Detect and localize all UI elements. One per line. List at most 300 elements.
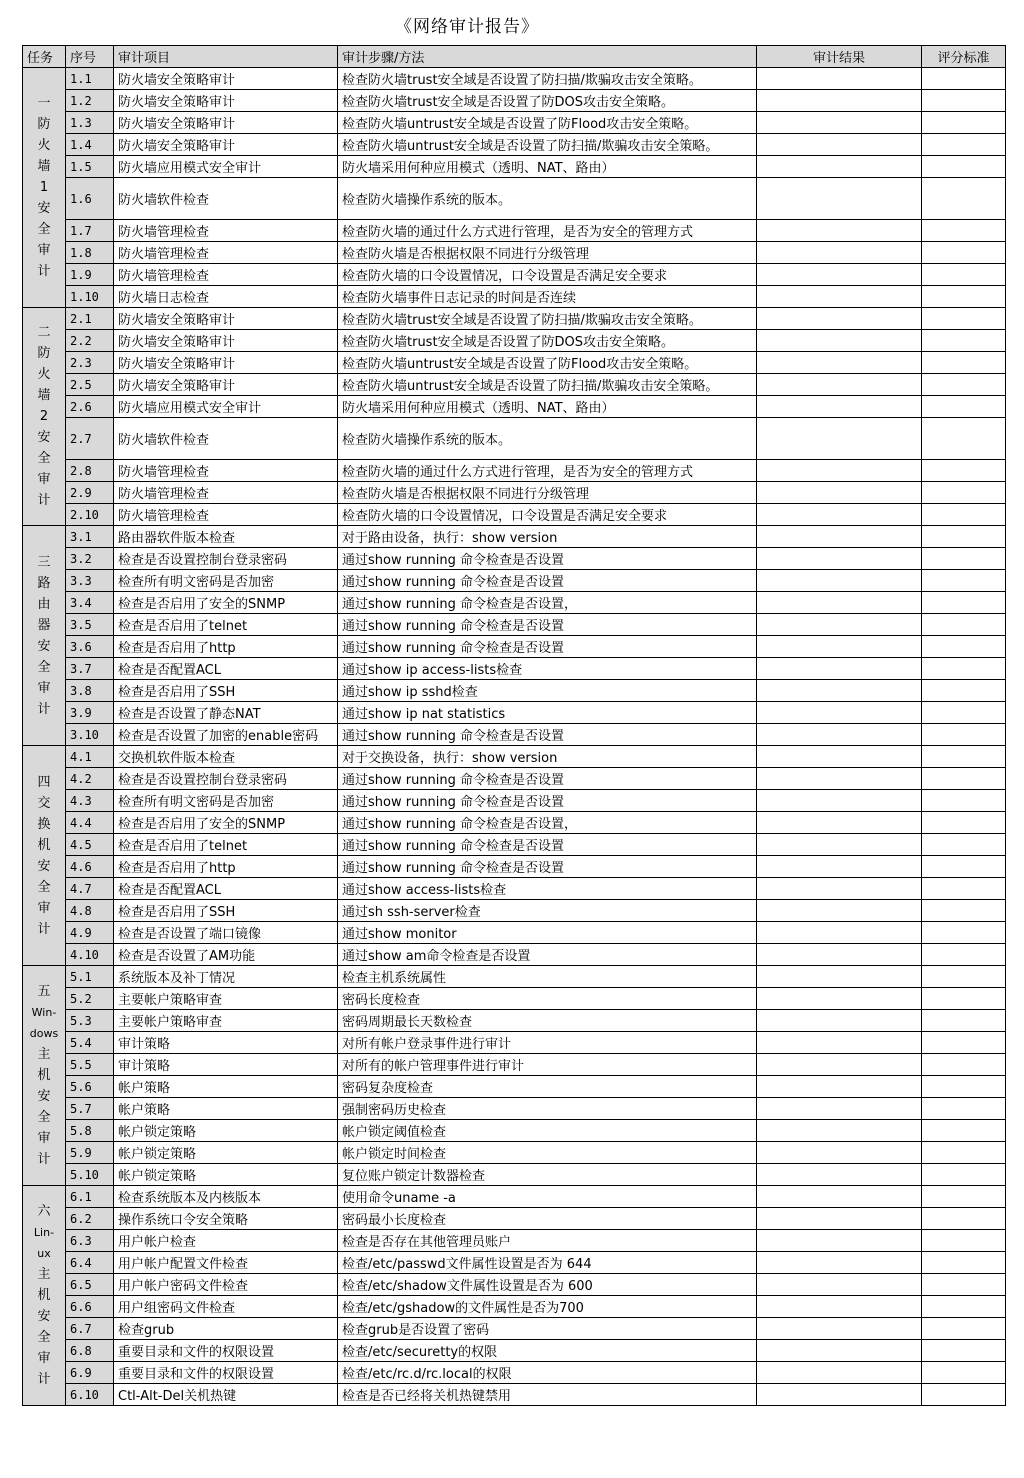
- method-cell: 检查防火墙trust安全域是否设置了防扫描/欺骗攻击安全策略。: [338, 308, 757, 330]
- item-cell: 防火墙安全策略审计: [114, 352, 338, 374]
- task-label-char: 主: [37, 1267, 51, 1282]
- item-cell: 用户组密码文件检查: [114, 1296, 338, 1318]
- result-cell: [757, 1032, 922, 1054]
- seq-cell: 5.10: [66, 1164, 114, 1186]
- method-cell: 通过show running 命令检查是否设置，: [338, 812, 757, 834]
- item-cell: 主要帐户策略审查: [114, 988, 338, 1010]
- seq-cell: 6.7: [66, 1318, 114, 1340]
- method-cell: 通过show ip access-lists检查: [338, 658, 757, 680]
- score-cell: [922, 548, 1006, 570]
- table-row: [23, 592, 1006, 614]
- task-label-char: 二: [37, 325, 51, 340]
- result-cell: [757, 526, 922, 548]
- header-method: 审计步骤/方法: [338, 46, 757, 68]
- table-row: [23, 988, 1006, 1010]
- score-cell: [922, 418, 1006, 460]
- task-cell: [23, 966, 66, 1186]
- seq-cell: 6.4: [66, 1252, 114, 1274]
- seq-cell: 2.10: [66, 504, 114, 526]
- method-cell: 检查是否已经将关机热键禁用: [338, 1384, 757, 1406]
- task-label-char: 审: [37, 1131, 51, 1146]
- table-row: [23, 330, 1006, 352]
- seq-cell: 2.2: [66, 330, 114, 352]
- result-cell: [757, 220, 922, 242]
- result-cell: [757, 286, 922, 308]
- table-row: [23, 156, 1006, 178]
- seq-cell: 2.9: [66, 482, 114, 504]
- result-cell: [757, 790, 922, 812]
- result-cell: [757, 878, 922, 900]
- table-row: [23, 418, 1006, 460]
- seq-cell: 3.10: [66, 724, 114, 746]
- result-cell: [757, 1274, 922, 1296]
- score-cell: [922, 988, 1006, 1010]
- item-cell: 检查是否配置ACL: [114, 658, 338, 680]
- result-cell: [757, 504, 922, 526]
- score-cell: [922, 1384, 1006, 1406]
- score-cell: [922, 264, 1006, 286]
- task-label-char: 三: [37, 554, 51, 570]
- score-cell: [922, 68, 1006, 90]
- result-cell: [757, 134, 922, 156]
- task-label-char: 由: [37, 596, 51, 612]
- seq-cell: 5.2: [66, 988, 114, 1010]
- result-cell: [757, 1164, 922, 1186]
- score-cell: [922, 658, 1006, 680]
- score-cell: [922, 944, 1006, 966]
- task-label-char: Lin-: [33, 1226, 55, 1239]
- result-cell: [757, 90, 922, 112]
- table-row: [23, 944, 1006, 966]
- seq-cell: 3.6: [66, 636, 114, 658]
- task-label-char: 审: [37, 472, 51, 487]
- task-label-char: 安: [37, 1309, 51, 1324]
- task-label-char: 六: [37, 1204, 51, 1219]
- result-cell: [757, 1362, 922, 1384]
- score-cell: [922, 90, 1006, 112]
- seq-cell: 5.3: [66, 1010, 114, 1032]
- method-cell: 密码复杂度检查: [338, 1076, 757, 1098]
- method-cell: 帐户锁定阈值检查: [338, 1120, 757, 1142]
- method-cell: 检查/etc/gshadow的文件属性是否为700: [338, 1296, 757, 1318]
- result-cell: [757, 768, 922, 790]
- method-cell: 检查/etc/rc.d/rc.local的权限: [338, 1362, 757, 1384]
- method-cell: 帐户锁定时间检查: [338, 1142, 757, 1164]
- seq-cell: 3.5: [66, 614, 114, 636]
- table-row: [23, 1340, 1006, 1362]
- score-cell: [922, 178, 1006, 220]
- score-cell: [922, 526, 1006, 548]
- header-result: 审计结果: [757, 46, 922, 68]
- result-cell: [757, 1384, 922, 1406]
- table-row: [23, 658, 1006, 680]
- item-cell: 防火墙管理检查: [114, 504, 338, 526]
- result-cell: [757, 68, 922, 90]
- table-row: [23, 1208, 1006, 1230]
- method-cell: 通过show running 命令检查是否设置: [338, 570, 757, 592]
- result-cell: [757, 352, 922, 374]
- table-row: [23, 308, 1006, 330]
- item-cell: 检查是否启用了http: [114, 856, 338, 878]
- table-row: [23, 812, 1006, 834]
- result-cell: [757, 988, 922, 1010]
- result-cell: [757, 856, 922, 878]
- method-cell: 密码长度检查: [338, 988, 757, 1010]
- score-cell: [922, 1032, 1006, 1054]
- score-cell: [922, 570, 1006, 592]
- seq-cell: 6.3: [66, 1230, 114, 1252]
- score-cell: [922, 156, 1006, 178]
- task-label-char: 全: [37, 1330, 51, 1345]
- score-cell: [922, 702, 1006, 724]
- task-label-char: 机: [37, 1288, 51, 1303]
- header-seq: 序号: [66, 46, 114, 68]
- table-row: [23, 966, 1006, 988]
- seq-cell: 6.10: [66, 1384, 114, 1406]
- score-cell: [922, 220, 1006, 242]
- item-cell: 帐户策略: [114, 1098, 338, 1120]
- method-cell: 检查防火墙untrust安全域是否设置了防扫描/欺骗攻击安全策略。: [338, 134, 757, 156]
- method-cell: 检查防火墙的通过什么方式进行管理，是否为安全的管理方式: [338, 220, 757, 242]
- item-cell: 帐户锁定策略: [114, 1164, 338, 1186]
- item-cell: 防火墙安全策略审计: [114, 90, 338, 112]
- method-cell: 检查防火墙操作系统的版本。: [338, 178, 757, 220]
- score-cell: [922, 374, 1006, 396]
- seq-cell: 1.9: [66, 264, 114, 286]
- result-cell: [757, 548, 922, 570]
- item-cell: 防火墙安全策略审计: [114, 308, 338, 330]
- score-cell: [922, 878, 1006, 900]
- task-cell: [23, 1186, 66, 1406]
- seq-cell: 5.5: [66, 1054, 114, 1076]
- score-cell: [922, 680, 1006, 702]
- seq-cell: 1.7: [66, 220, 114, 242]
- seq-cell: 3.9: [66, 702, 114, 724]
- method-cell: 检查/etc/passwd文件属性设置是否为 644: [338, 1252, 757, 1274]
- score-cell: [922, 1252, 1006, 1274]
- result-cell: [757, 1296, 922, 1318]
- table-row: [23, 1186, 1006, 1208]
- seq-cell: 4.8: [66, 900, 114, 922]
- item-cell: 路由器软件版本检查: [114, 526, 338, 548]
- table-row: [23, 1098, 1006, 1120]
- method-cell: 检查防火墙的通过什么方式进行管理，是否为安全的管理方式: [338, 460, 757, 482]
- table-row: [23, 900, 1006, 922]
- table-row: [23, 1252, 1006, 1274]
- score-cell: [922, 1296, 1006, 1318]
- item-cell: 防火墙应用模式安全审计: [114, 396, 338, 418]
- item-cell: 重要目录和文件的权限设置: [114, 1362, 338, 1384]
- method-cell: 通过show running 命令检查是否设置: [338, 636, 757, 658]
- seq-cell: 2.8: [66, 460, 114, 482]
- result-cell: [757, 922, 922, 944]
- method-cell: 通过show monitor: [338, 922, 757, 944]
- item-cell: 帐户锁定策略: [114, 1142, 338, 1164]
- result-cell: [757, 418, 922, 460]
- item-cell: 检查所有明文密码是否加密: [114, 790, 338, 812]
- task-label-char: 安: [37, 201, 51, 216]
- method-cell: 防火墙采用何种应用模式（透明、NAT、路由）: [338, 396, 757, 418]
- task-label-char: Win-: [31, 1006, 57, 1019]
- method-cell: 通过show running 命令检查是否设置: [338, 856, 757, 878]
- result-cell: [757, 1054, 922, 1076]
- seq-cell: 5.6: [66, 1076, 114, 1098]
- result-cell: [757, 614, 922, 636]
- seq-cell: 4.4: [66, 812, 114, 834]
- seq-cell: 4.10: [66, 944, 114, 966]
- result-cell: [757, 1208, 922, 1230]
- item-cell: 帐户锁定策略: [114, 1120, 338, 1142]
- result-cell: [757, 570, 922, 592]
- task-label-char: 换: [37, 816, 51, 832]
- seq-cell: 1.6: [66, 178, 114, 220]
- score-cell: [922, 134, 1006, 156]
- method-cell: 检查防火墙的口令设置情况，口令设置是否满足安全要求: [338, 504, 757, 526]
- method-cell: 检查防火墙是否根据权限不同进行分级管理: [338, 242, 757, 264]
- result-cell: [757, 156, 922, 178]
- table-row: [23, 1010, 1006, 1032]
- task-label-char: 主: [37, 1047, 51, 1062]
- score-cell: [922, 1340, 1006, 1362]
- table-row: [23, 396, 1006, 418]
- seq-cell: 4.3: [66, 790, 114, 812]
- task-label-char: 火: [37, 138, 51, 153]
- table-row: [23, 702, 1006, 724]
- score-cell: [922, 330, 1006, 352]
- result-cell: [757, 944, 922, 966]
- task-label-char: 审: [37, 680, 51, 696]
- table-row: [23, 374, 1006, 396]
- method-cell: 对于路由设备，执行：show version: [338, 526, 757, 548]
- seq-cell: 2.7: [66, 418, 114, 460]
- score-cell: [922, 1362, 1006, 1384]
- table-header-row: [23, 46, 1006, 68]
- result-cell: [757, 812, 922, 834]
- item-cell: 防火墙安全策略审计: [114, 330, 338, 352]
- result-cell: [757, 680, 922, 702]
- item-cell: 检查是否配置ACL: [114, 878, 338, 900]
- score-cell: [922, 286, 1006, 308]
- item-cell: 主要帐户策略审查: [114, 1010, 338, 1032]
- task-label-char: 2: [39, 409, 49, 424]
- task-label-char: 计: [37, 1152, 51, 1167]
- task-cell: [23, 746, 66, 966]
- method-cell: 检查防火墙的口令设置情况，口令设置是否满足安全要求: [338, 264, 757, 286]
- score-cell: [922, 966, 1006, 988]
- score-cell: [922, 812, 1006, 834]
- item-cell: 重要目录和文件的权限设置: [114, 1340, 338, 1362]
- task-label-char: 全: [37, 451, 51, 466]
- seq-cell: 2.6: [66, 396, 114, 418]
- method-cell: 通过show running 命令检查是否设置: [338, 768, 757, 790]
- table-row: [23, 548, 1006, 570]
- item-cell: 防火墙安全策略审计: [114, 134, 338, 156]
- task-label-char: 1: [39, 180, 49, 195]
- result-cell: [757, 724, 922, 746]
- table-row: [23, 134, 1006, 156]
- task-label-char: 计: [37, 264, 51, 279]
- seq-cell: 4.7: [66, 878, 114, 900]
- method-cell: 对所有的帐户管理事件进行审计: [338, 1054, 757, 1076]
- item-cell: 用户帐户检查: [114, 1230, 338, 1252]
- table-row: [23, 636, 1006, 658]
- table-row: [23, 526, 1006, 548]
- table-row: [23, 1032, 1006, 1054]
- item-cell: 防火墙安全策略审计: [114, 112, 338, 134]
- table-row: [23, 746, 1006, 768]
- method-cell: 通过show ip nat statistics: [338, 702, 757, 724]
- table-row: [23, 1076, 1006, 1098]
- task-label-char: 火: [37, 367, 51, 382]
- item-cell: 防火墙应用模式安全审计: [114, 156, 338, 178]
- seq-cell: 3.3: [66, 570, 114, 592]
- score-cell: [922, 1208, 1006, 1230]
- task-label-char: 一: [37, 96, 51, 111]
- table-row: [23, 1318, 1006, 1340]
- task-cell: [23, 308, 66, 526]
- task-label-char: 全: [37, 222, 51, 237]
- score-cell: [922, 1164, 1006, 1186]
- score-cell: [922, 768, 1006, 790]
- result-cell: [757, 1010, 922, 1032]
- result-cell: [757, 178, 922, 220]
- item-cell: 系统版本及补丁情况: [114, 966, 338, 988]
- score-cell: [922, 1318, 1006, 1340]
- method-cell: 检查防火墙untrust安全域是否设置了防Flood攻击安全策略。: [338, 352, 757, 374]
- result-cell: [757, 1120, 922, 1142]
- result-cell: [757, 1142, 922, 1164]
- item-cell: 检查是否启用了SSH: [114, 680, 338, 702]
- result-cell: [757, 900, 922, 922]
- seq-cell: 6.2: [66, 1208, 114, 1230]
- method-cell: 通过show running 命令检查是否设置: [338, 548, 757, 570]
- method-cell: 通过show am命令检查是否设置: [338, 944, 757, 966]
- score-cell: [922, 460, 1006, 482]
- seq-cell: 6.9: [66, 1362, 114, 1384]
- item-cell: 检查所有明文密码是否加密: [114, 570, 338, 592]
- result-cell: [757, 1340, 922, 1362]
- score-cell: [922, 614, 1006, 636]
- seq-cell: 4.1: [66, 746, 114, 768]
- score-cell: [922, 746, 1006, 768]
- result-cell: [757, 834, 922, 856]
- item-cell: 防火墙管理检查: [114, 242, 338, 264]
- table-row: [23, 482, 1006, 504]
- result-cell: [757, 1318, 922, 1340]
- task-label-char: 审: [37, 243, 51, 258]
- method-cell: 通过show running 命令检查是否设置，: [338, 592, 757, 614]
- table-row: [23, 286, 1006, 308]
- item-cell: 防火墙安全策略审计: [114, 68, 338, 90]
- seq-cell: 5.7: [66, 1098, 114, 1120]
- result-cell: [757, 746, 922, 768]
- score-cell: [922, 308, 1006, 330]
- seq-cell: 5.1: [66, 966, 114, 988]
- seq-cell: 4.2: [66, 768, 114, 790]
- score-cell: [922, 112, 1006, 134]
- table-row: [23, 1296, 1006, 1318]
- item-cell: 防火墙管理检查: [114, 220, 338, 242]
- method-cell: 通过show running 命令检查是否设置: [338, 614, 757, 636]
- table-row: [23, 242, 1006, 264]
- item-cell: 检查系统版本及内核版本: [114, 1186, 338, 1208]
- item-cell: 防火墙管理检查: [114, 460, 338, 482]
- score-cell: [922, 242, 1006, 264]
- item-cell: 检查是否设置了静态NAT: [114, 702, 338, 724]
- table-row: [23, 724, 1006, 746]
- method-cell: 密码最小长度检查: [338, 1208, 757, 1230]
- task-cell: [23, 526, 66, 746]
- method-cell: 检查防火墙trust安全域是否设置了防扫描/欺骗攻击安全策略。: [338, 68, 757, 90]
- item-cell: 检查是否启用了安全的SNMP: [114, 812, 338, 834]
- table-row: [23, 504, 1006, 526]
- task-label-char: 安: [37, 430, 51, 445]
- method-cell: 检查主机系统属性: [338, 966, 757, 988]
- item-cell: 防火墙管理检查: [114, 264, 338, 286]
- task-cell: [23, 68, 66, 308]
- item-cell: 用户帐户配置文件检查: [114, 1252, 338, 1274]
- result-cell: [757, 308, 922, 330]
- table-row: [23, 922, 1006, 944]
- seq-cell: 1.4: [66, 134, 114, 156]
- result-cell: [757, 374, 922, 396]
- header-task: 任务: [23, 46, 66, 68]
- method-cell: 通过show running 命令检查是否设置: [338, 724, 757, 746]
- score-cell: [922, 1230, 1006, 1252]
- item-cell: 检查是否设置了端口镜像: [114, 922, 338, 944]
- task-label-char: 机: [37, 837, 51, 853]
- method-cell: 检查防火墙untrust安全域是否设置了防扫描/欺骗攻击安全策略。: [338, 374, 757, 396]
- score-cell: [922, 1098, 1006, 1120]
- task-label-char: 计: [37, 1372, 51, 1387]
- result-cell: [757, 966, 922, 988]
- score-cell: [922, 1142, 1006, 1164]
- task-label-char: 计: [37, 701, 51, 717]
- seq-cell: 5.9: [66, 1142, 114, 1164]
- score-cell: [922, 504, 1006, 526]
- item-cell: 检查是否设置了加密的enable密码: [114, 724, 338, 746]
- task-label-char: 四: [37, 774, 51, 790]
- method-cell: 对于交换设备，执行：show version: [338, 746, 757, 768]
- seq-cell: 1.8: [66, 242, 114, 264]
- table-body: [23, 68, 1006, 1406]
- result-cell: [757, 112, 922, 134]
- table-row: [23, 834, 1006, 856]
- method-cell: 检查防火墙是否根据权限不同进行分级管理: [338, 482, 757, 504]
- table-row: [23, 856, 1006, 878]
- task-label-char: 审: [37, 1351, 51, 1366]
- score-cell: [922, 900, 1006, 922]
- score-cell: [922, 1274, 1006, 1296]
- result-cell: [757, 1252, 922, 1274]
- seq-cell: 1.5: [66, 156, 114, 178]
- task-label-char: 安: [37, 638, 51, 654]
- table-row: [23, 352, 1006, 374]
- method-cell: 使用命令uname -a: [338, 1186, 757, 1208]
- item-cell: Ctl-Alt-Del关机热键: [114, 1384, 338, 1406]
- method-cell: 密码周期最长天数检查: [338, 1010, 757, 1032]
- method-cell: 检查防火墙trust安全域是否设置了防DOS攻击安全策略。: [338, 330, 757, 352]
- item-cell: 防火墙软件检查: [114, 418, 338, 460]
- task-label-char: 墙: [37, 159, 51, 174]
- score-cell: [922, 1186, 1006, 1208]
- method-cell: 检查防火墙操作系统的版本。: [338, 418, 757, 460]
- seq-cell: 2.3: [66, 352, 114, 374]
- item-cell: 检查是否启用了SSH: [114, 900, 338, 922]
- score-cell: [922, 636, 1006, 658]
- score-cell: [922, 592, 1006, 614]
- table-row: [23, 264, 1006, 286]
